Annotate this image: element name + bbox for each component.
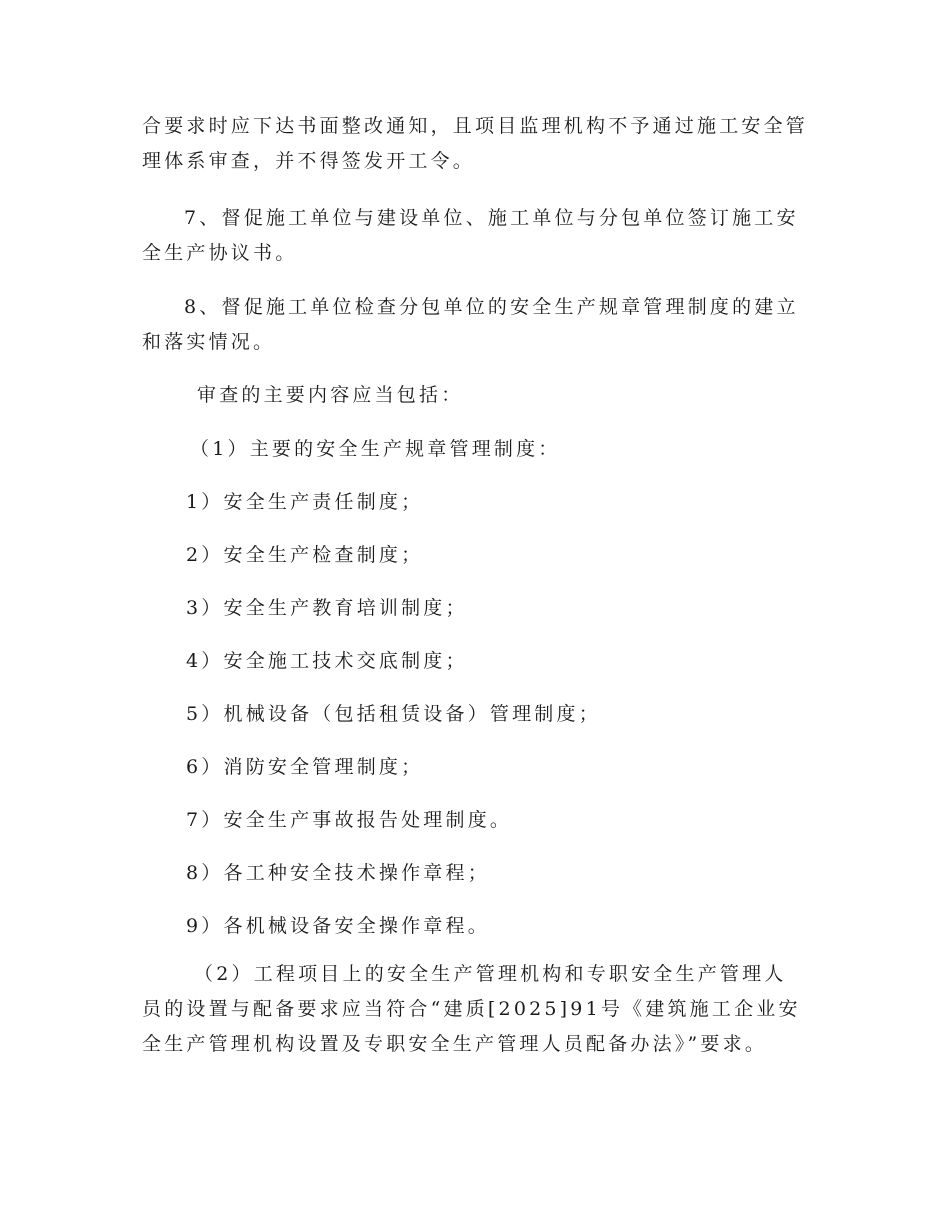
list-item: 5）机械设备（包括租赁设备）管理制度； [186, 703, 601, 725]
section-2-paragraph: （2）工程项目上的安全生产管理机构和专职安全生产管理人员的设置与配备要求应当符合“建质[2025]91号《建筑施工企业安全生产管理机构设置及专职安全生产管理人员配备办法》”要求。 [142, 963, 801, 1055]
list-item: 9）各机械设备安全操作章程。 [186, 915, 490, 937]
list-item: 6）消防安全管理制度； [186, 756, 424, 778]
list-item: 2）安全生产检查制度； [186, 544, 424, 566]
list-item: 3）安全生产教育培训制度； [186, 597, 468, 619]
section-1-heading: （1）主要的安全生产规章管理制度： [190, 438, 561, 460]
list-item: 8）各工种安全技术操作章程； [186, 862, 490, 884]
review-intro: 审查的主要内容应当包括： [197, 384, 464, 406]
list-item: 7）安全生产事故报告处理制度。 [186, 809, 513, 831]
paragraph-item-7: 7、督促施工单位与建设单位、施工单位与分包单位签订施工安全生产协议书。 [142, 207, 799, 264]
list-item: 1）安全生产责任制度； [186, 491, 424, 513]
list-item: 4）安全施工技术交底制度； [186, 650, 468, 672]
paragraph-continuation: 合要求时应下达书面整改通知，且项目监理机构不予通过施工安全管理体系审查，并不得签发开工令。 [142, 115, 809, 172]
paragraph-item-8: 8、督促施工单位检查分包单位的安全生产规章管理制度的建立和落实情况。 [142, 296, 799, 353]
